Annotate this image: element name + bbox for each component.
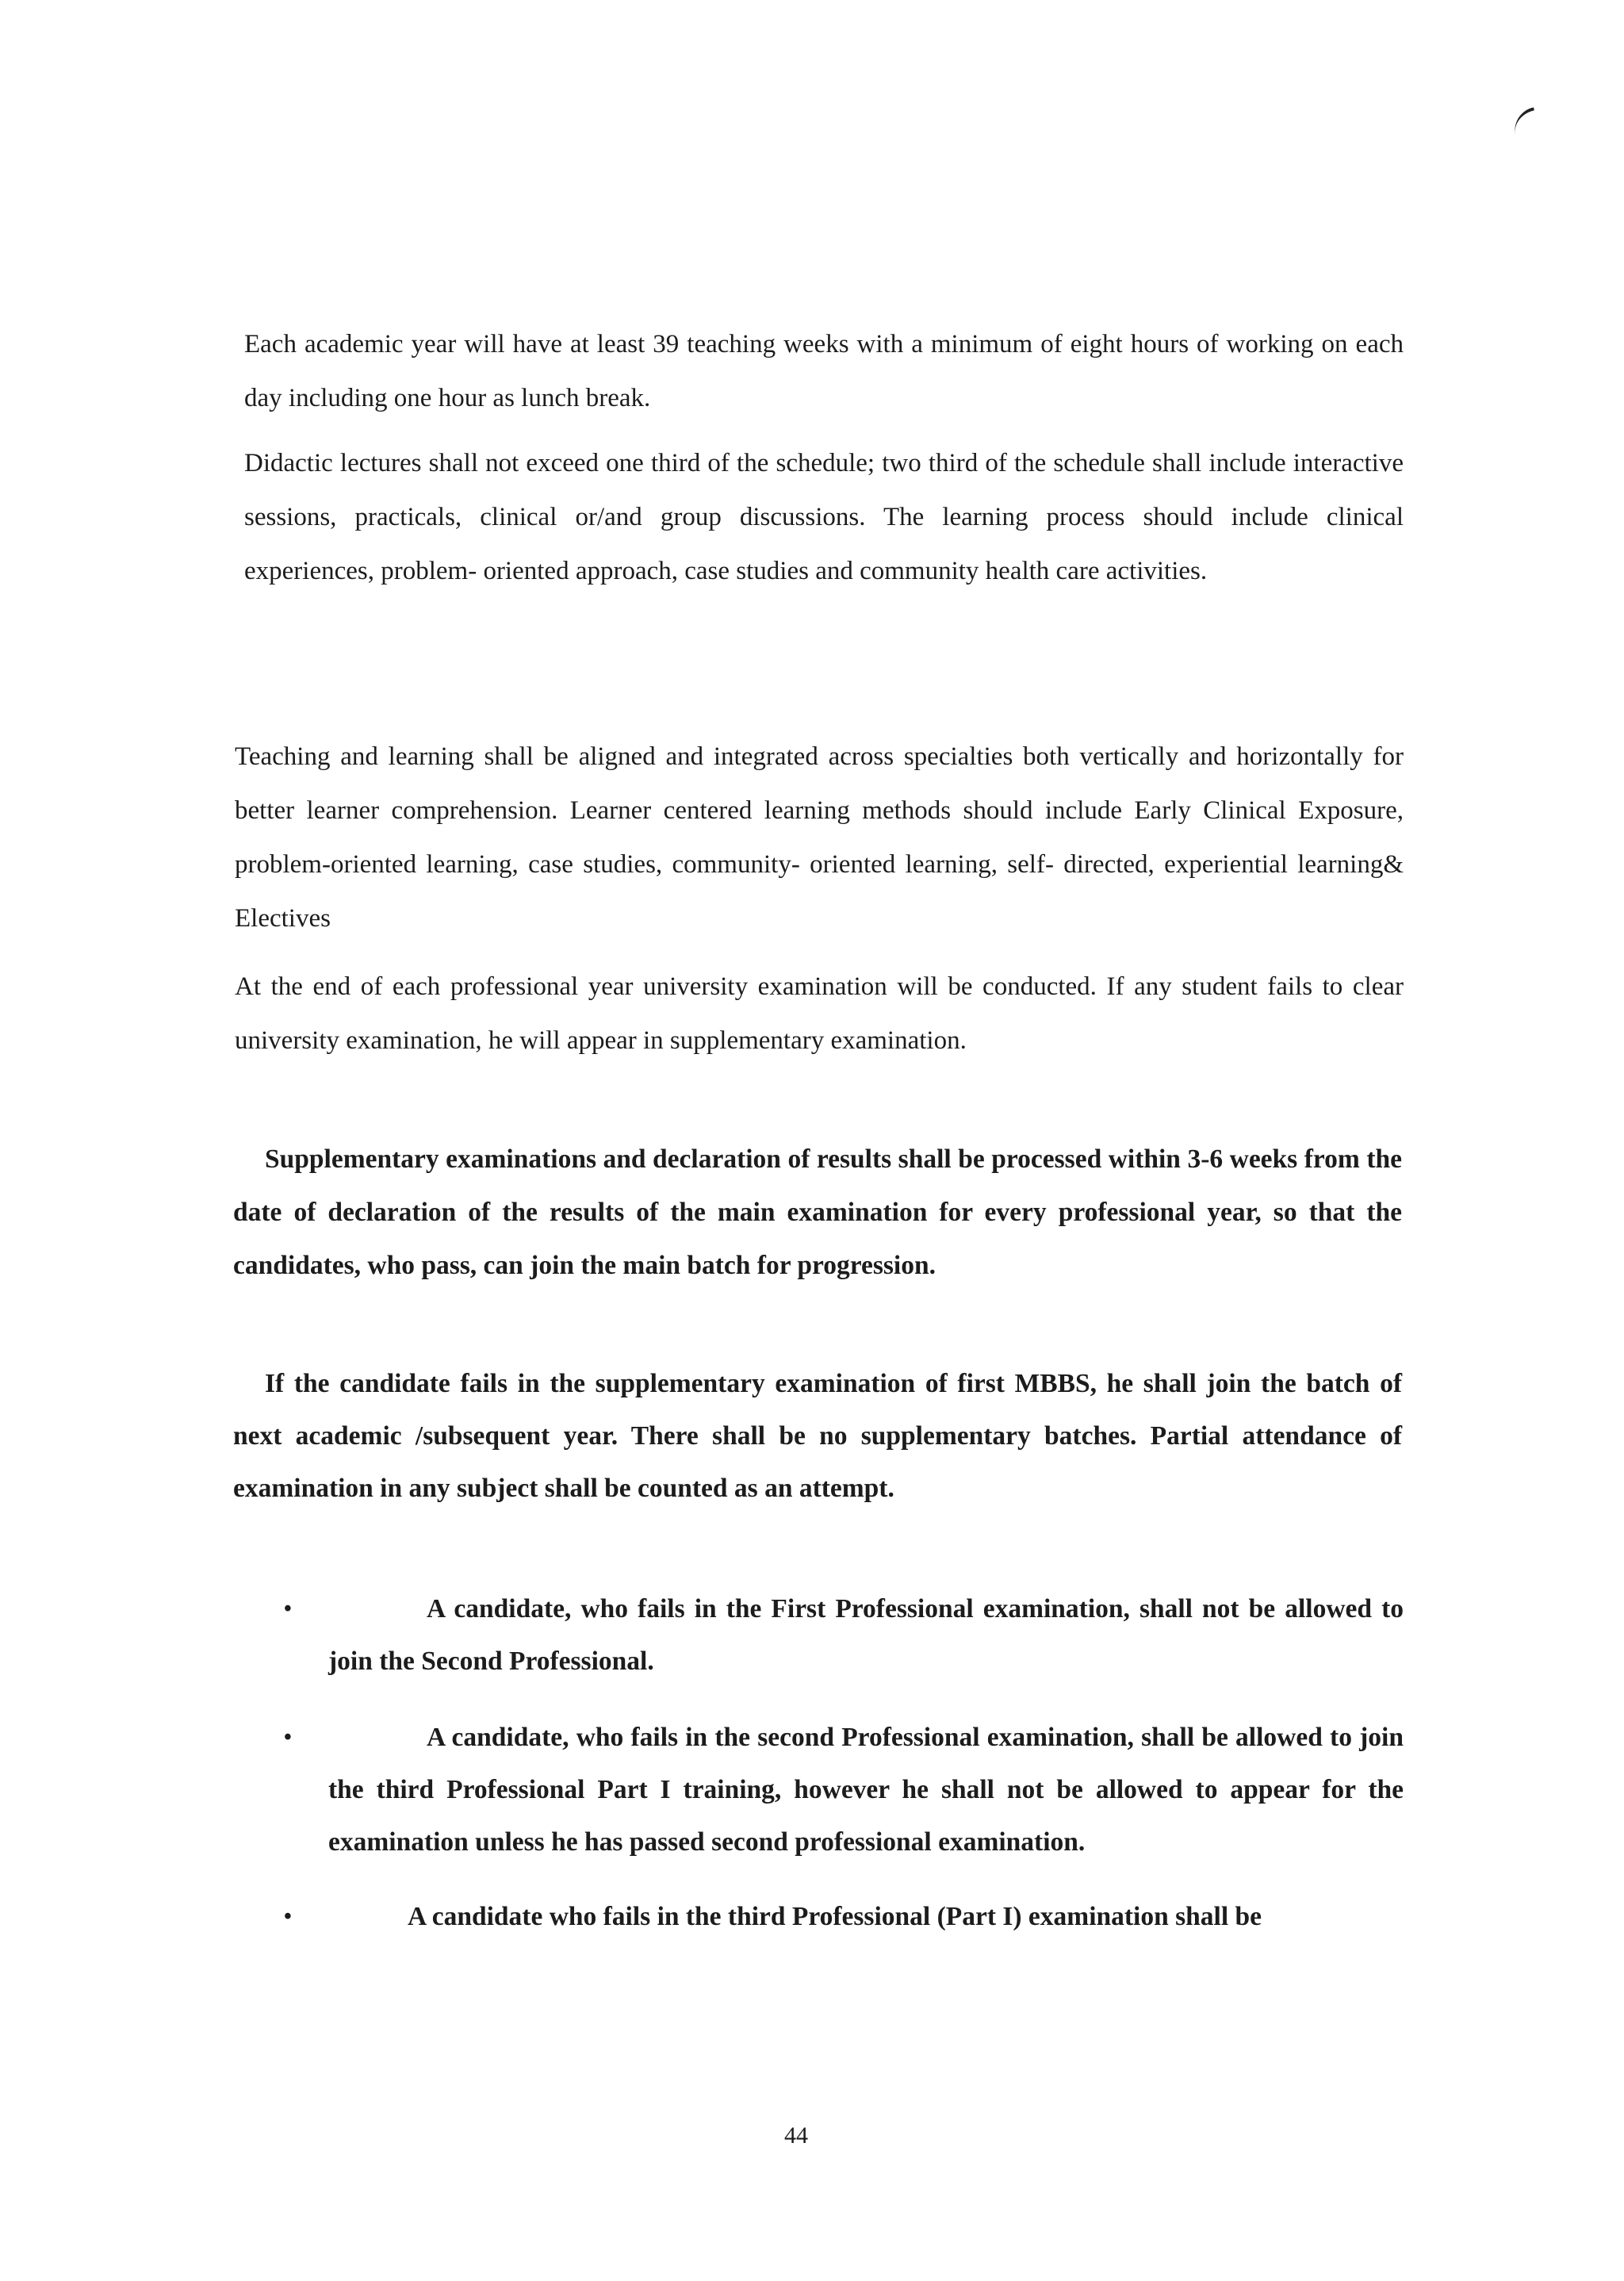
list-item xyxy=(284,1583,1404,1688)
paragraph-candidate-fails: If the candidate fails in the supplementary examination of first MBBS, he shall join the batch of next academic /subsequent year. There shall be no supplementary batches. Partial attendance of examination in any subject shall be counted as an attempt. xyxy=(233,1369,1402,1503)
page-number: 44 xyxy=(784,2122,808,2149)
paragraph-teaching-weeks: Each academic year will have at least 39 teaching weeks with a minimum of eight hours of working on each day including one hour as lunch break. xyxy=(244,330,1404,412)
bullet-icon: • xyxy=(284,1597,292,1621)
bullet-text: A candidate who fails in the third Professional (Part I) examination shall be xyxy=(408,1902,1262,1931)
paragraph-didactic-lectures: Didactic lectures shall not exceed one third of the schedule; two third of the schedule shall include interactive sessions, practicals, clinical or/and group discussions. The learning process should include clinical experiences, problem- oriented approach, case studies and community health care activities. xyxy=(244,449,1404,585)
scan-corner-mark xyxy=(1511,107,1539,138)
paragraph-university-examination: At the end of each professional year university examination will be conducted. If any student fails to clear university examination, he will appear in supplementary examination. xyxy=(235,972,1404,1055)
bullet-icon: • xyxy=(284,1904,292,1929)
bullet-text: A candidate, who fails in the First Professional examination, shall not be allowed to join the Second Professional. xyxy=(328,1594,1404,1676)
progression-rules-list xyxy=(284,1583,1404,1967)
bullet-text: A candidate, who fails in the second Professional examination, shall be allowed to join the third Professional Part I training, however he shall not be allowed to appear for the examination unless he has passed second professional examination. xyxy=(328,1723,1404,1857)
list-item xyxy=(284,1712,1404,1869)
paragraph-supplementary-examinations: Supplementary examinations and declaration of results shall be processed within 3-6 weeks from the date of declaration of the results of the main examination for every professional year, so that the candidates, who pass, can join the main batch for progression. xyxy=(233,1144,1402,1280)
paragraph-teaching-learning: Teaching and learning shall be aligned and integrated across specialties both vertically and horizontally for better learner comprehension. Learner centered learning methods should include Early Clinical Exposure, problem-oriented learning, case studies, community- oriented learning, self- directed, experiential learning& Electives xyxy=(235,742,1404,933)
bullet-icon: • xyxy=(284,1725,292,1750)
list-item xyxy=(284,1891,1404,1943)
